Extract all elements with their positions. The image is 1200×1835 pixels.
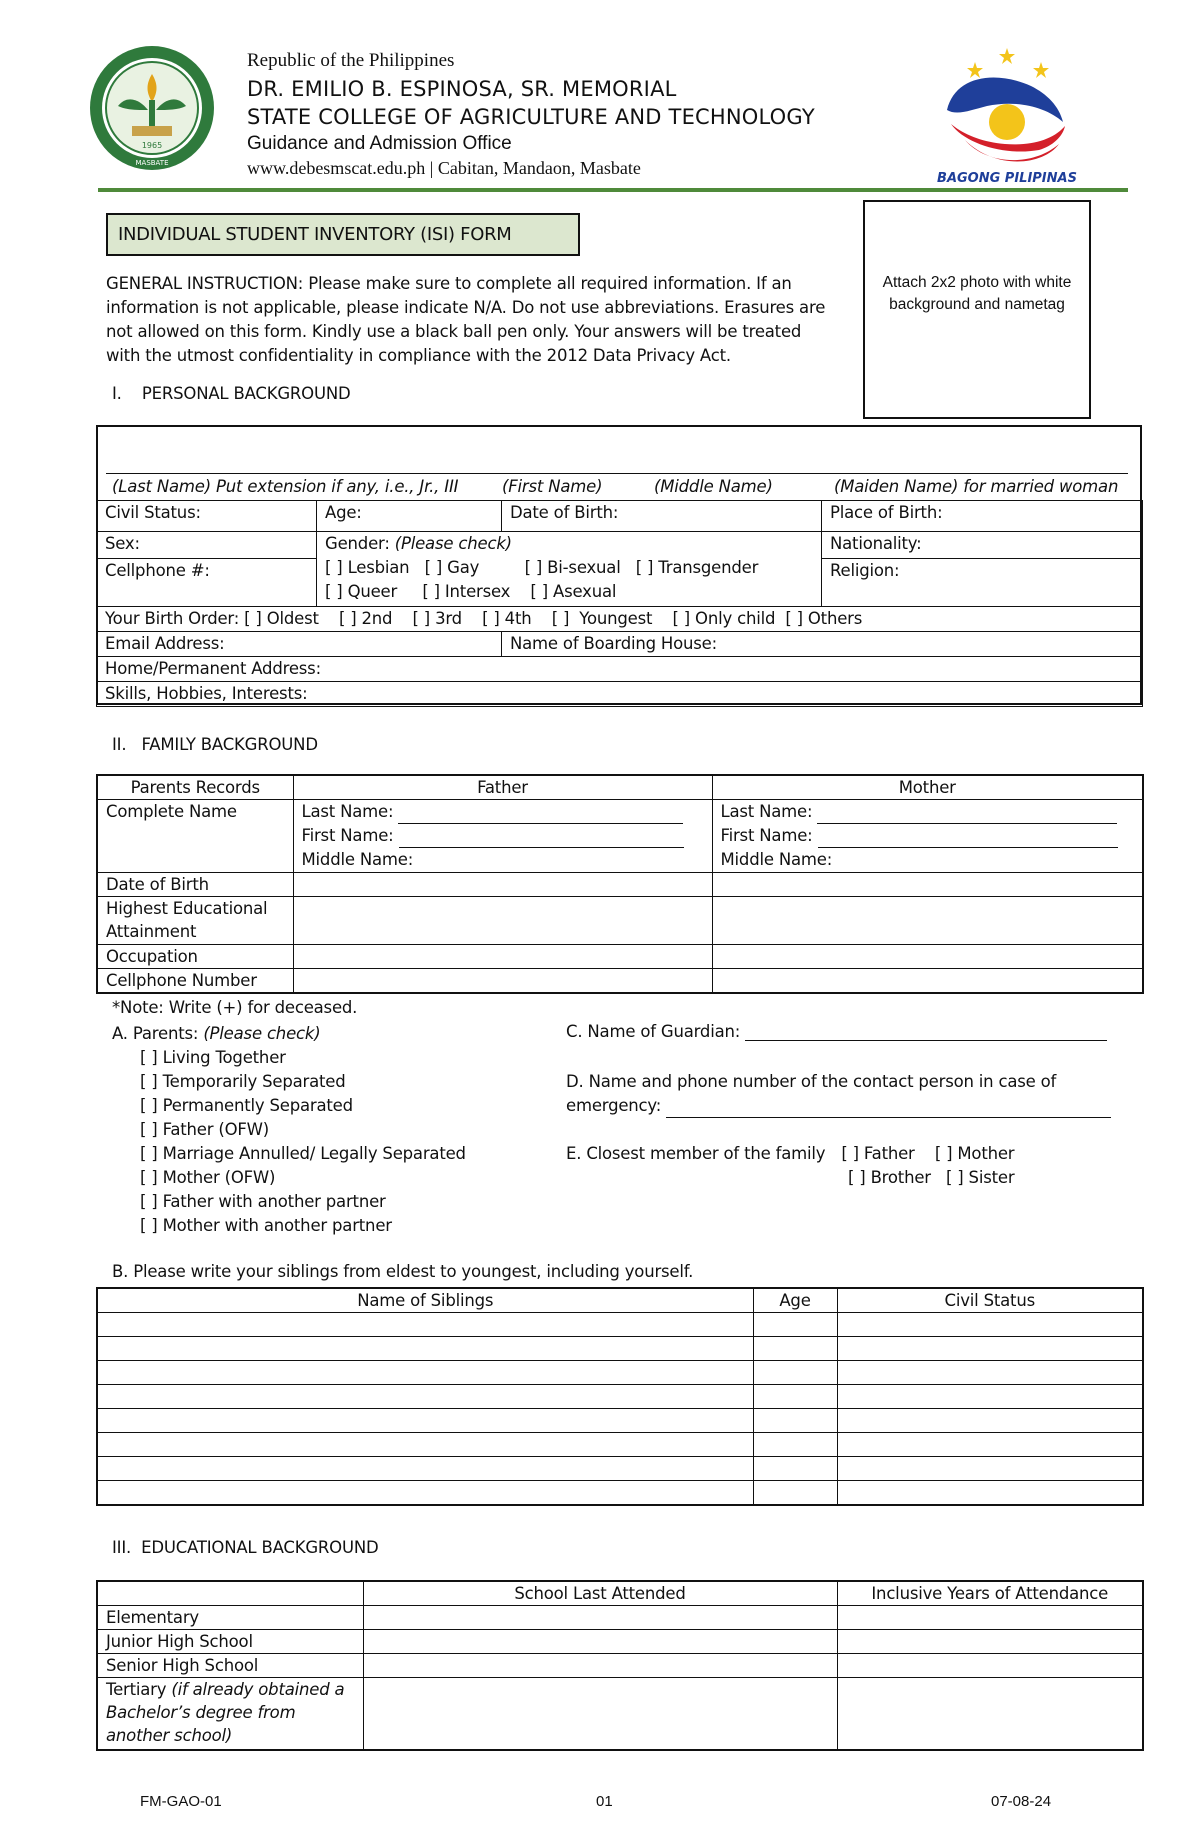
college-name-line2: STATE COLLEGE OF AGRICULTURE AND TECHNOLOGY — [247, 105, 815, 129]
email-field[interactable]: Email Address: — [97, 632, 502, 657]
label-maiden-name: (Maiden Name) for married woman — [834, 477, 1119, 496]
gender-label: Gender: — [325, 534, 390, 553]
tertiary-note-line2: Bachelor’s degree from — [106, 1703, 296, 1722]
parents-note: (Please check) — [203, 1024, 321, 1043]
sibling-name-cell[interactable] — [97, 1433, 753, 1457]
civil-status-field[interactable]: Civil Status: — [97, 501, 317, 532]
tertiary-note-line3: another school) — [106, 1726, 233, 1745]
mother-middle-name-label: Middle Name: — [720, 850, 833, 869]
parents-label: A. Parents: — [112, 1024, 199, 1043]
father-name-fields[interactable] — [293, 800, 712, 873]
tertiary-note-line1: (if already obtained a — [171, 1680, 345, 1699]
age-field[interactable]: Age: — [317, 501, 502, 532]
section1-heading: I. PERSONAL BACKGROUND — [112, 384, 351, 403]
deceased-note: *Note: Write (+) for deceased. — [112, 998, 358, 1017]
instruction-line: GENERAL INSTRUCTION: Please make sure to complete all required information. If an — [106, 274, 792, 293]
sibling-name-cell[interactable] — [97, 1457, 753, 1481]
sibling-name-cell[interactable] — [97, 1481, 753, 1505]
section2-heading: II. FAMILY BACKGROUND — [112, 735, 318, 754]
bagong-pilipinas-logo — [935, 40, 1080, 185]
educational-background-table — [96, 1580, 1144, 1751]
cellphone-label: Cellphone Number — [97, 969, 293, 994]
guardian-label: C. Name of Guardian: — [566, 1022, 741, 1041]
personal-grid — [96, 500, 1143, 707]
parents-option[interactable]: [ ] Marriage Annulled/ Legally Separated — [140, 1144, 466, 1163]
gender-field[interactable] — [317, 532, 822, 607]
shs-school-cell[interactable] — [363, 1654, 837, 1678]
section3-heading: III. EDUCATIONAL BACKGROUND — [112, 1538, 379, 1557]
tertiary-label-text: Tertiary — [106, 1680, 167, 1699]
mother-education-cell[interactable] — [712, 897, 1143, 945]
sibling-age-cell[interactable] — [753, 1409, 837, 1433]
tertiary-years-cell[interactable] — [837, 1678, 1143, 1750]
mother-cellphone-cell[interactable] — [712, 969, 1143, 994]
form-title-box — [106, 213, 580, 256]
mother-last-name-label: Last Name: — [720, 802, 813, 821]
closest-options-row1[interactable]: [ ] Father [ ] Mother — [841, 1144, 1015, 1163]
skills-field[interactable]: Skills, Hobbies, Interests: — [97, 682, 1143, 707]
mother-name-fields[interactable] — [712, 800, 1143, 873]
father-last-name-line[interactable] — [398, 807, 683, 824]
sibling-age-cell[interactable] — [753, 1481, 837, 1505]
sibling-civil-cell[interactable] — [837, 1433, 1143, 1457]
emergency-contact-field[interactable] — [566, 1070, 1111, 1118]
home-address-field[interactable]: Home/Permanent Address: — [97, 657, 1143, 682]
parents-option[interactable]: [ ] Living Together — [140, 1048, 286, 1067]
siblings-table — [96, 1287, 1144, 1506]
father-occupation-cell[interactable] — [293, 945, 712, 969]
parents-option[interactable]: [ ] Mother with another partner — [140, 1216, 392, 1235]
cellphone-field[interactable]: Cellphone #: — [97, 559, 317, 607]
college-seal — [88, 44, 216, 172]
col-parents-records: Parents Records — [97, 775, 293, 800]
name-write-line — [106, 473, 1128, 474]
father-education-cell[interactable] — [293, 897, 712, 945]
form-title: INDIVIDUAL STUDENT INVENTORY (ISI) FORM — [118, 224, 512, 245]
seal-place: MASBATE — [135, 159, 169, 167]
sibling-age-cell[interactable] — [753, 1313, 837, 1337]
col-sibling-age: Age — [753, 1288, 837, 1313]
col-sibling-name: Name of Siblings — [97, 1288, 753, 1313]
parents-option[interactable]: [ ] Father with another partner — [140, 1192, 386, 1211]
pob-field[interactable]: Place of Birth: — [822, 501, 1143, 532]
col-inclusive-years: Inclusive Years of Attendance — [837, 1581, 1143, 1606]
father-cellphone-cell[interactable] — [293, 969, 712, 994]
father-middle-name-label: Middle Name: — [301, 850, 414, 869]
education-label-line2: Attainment — [106, 922, 197, 941]
col-school-last-attended: School Last Attended — [363, 1581, 837, 1606]
photo-box-text: Attach 2x2 photo with white background and nametag — [882, 274, 1072, 313]
education-label — [97, 897, 293, 945]
header-rule — [98, 188, 1128, 192]
mother-dob-cell[interactable] — [712, 873, 1143, 897]
instruction-line: with the utmost confidentiality in compliance with the 2012 Data Privacy Act. — [106, 346, 731, 365]
closest-member-field — [566, 1142, 1014, 1190]
jhs-school-cell[interactable] — [363, 1630, 837, 1654]
parents-option[interactable]: [ ] Temporarily Separated — [140, 1072, 346, 1091]
bagong-pilipinas-text: BAGONG PILIPINAS — [937, 171, 1077, 185]
shs-label: Senior High School — [97, 1654, 363, 1678]
sibling-name-cell[interactable] — [97, 1313, 753, 1337]
father-first-name-line[interactable] — [399, 831, 684, 848]
sibling-civil-cell[interactable] — [837, 1385, 1143, 1409]
col-level — [97, 1581, 363, 1606]
sex-field[interactable]: Sex: — [97, 532, 317, 559]
gender-options-row1: [ ] Lesbian [ ] Gay [ ] Bi-sexual [ ] Transgender — [325, 558, 759, 577]
sibling-name-cell[interactable] — [97, 1337, 753, 1361]
emergency-label-line2: emergency: — [566, 1096, 662, 1115]
closest-options-row2[interactable]: [ ] Brother [ ] Sister — [848, 1168, 1015, 1187]
gender-options-row2: [ ] Queer [ ] Intersex [ ] Asexual — [325, 582, 617, 601]
emergency-line[interactable] — [666, 1101, 1111, 1118]
guardian-line[interactable] — [745, 1024, 1107, 1041]
tertiary-school-cell[interactable] — [363, 1678, 837, 1750]
sibling-age-cell[interactable] — [753, 1433, 837, 1457]
religion-field[interactable]: Religion: — [822, 559, 1143, 607]
parents-records-table — [96, 774, 1144, 994]
jhs-years-cell[interactable] — [837, 1630, 1143, 1654]
instruction-line: information is not applicable, please indicate N/A. Do not use abbreviations. Erasures are — [106, 298, 826, 317]
sibling-civil-cell[interactable] — [837, 1409, 1143, 1433]
sibling-age-cell[interactable] — [753, 1457, 837, 1481]
sibling-civil-cell[interactable] — [837, 1361, 1143, 1385]
jhs-label: Junior High School — [97, 1630, 363, 1654]
parents-option[interactable]: [ ] Father (OFW) — [140, 1120, 270, 1139]
college-address: www.debesmscat.edu.ph | Cabitan, Mandaon, Masbate — [247, 158, 641, 178]
sibling-age-cell[interactable] — [753, 1361, 837, 1385]
tertiary-label — [97, 1678, 363, 1750]
guardian-field[interactable] — [566, 1022, 1107, 1041]
mother-first-name-line[interactable] — [818, 831, 1118, 848]
occupation-label: Occupation — [97, 945, 293, 969]
elementary-years-cell[interactable] — [837, 1606, 1143, 1630]
dob-label: Date of Birth — [97, 873, 293, 897]
father-first-name-label: First Name: — [301, 826, 394, 845]
dob-field[interactable]: Date of Birth: — [502, 501, 822, 532]
sibling-name-cell[interactable] — [97, 1385, 753, 1409]
label-middle-name: (Middle Name) — [654, 477, 773, 496]
label-first-name: (First Name) — [502, 477, 603, 496]
footer-revision: 01 — [596, 1793, 613, 1810]
birth-order-field[interactable]: Your Birth Order: [ ] Oldest [ ] 2nd [ ] 3rd [ ] 4th [ ] Youngest [ ] Only child [ ] Others — [97, 607, 1143, 632]
siblings-heading: B. Please write your siblings from eldest to youngest, including yourself. — [112, 1262, 694, 1281]
shs-years-cell[interactable] — [837, 1654, 1143, 1678]
col-mother: Mother — [712, 775, 1143, 800]
col-sibling-civil-status: Civil Status — [837, 1288, 1143, 1313]
office-name: Guidance and Admission Office — [247, 133, 512, 154]
seal-year: 1965 — [141, 141, 163, 150]
footer-date: 07-08-24 — [991, 1793, 1052, 1810]
father-last-name-label: Last Name: — [301, 802, 394, 821]
instruction-line: not allowed on this form. Kindly use a black ball pen only. Your answers will be treated — [106, 322, 802, 341]
sibling-age-cell[interactable] — [753, 1385, 837, 1409]
sibling-civil-cell[interactable] — [837, 1313, 1143, 1337]
college-name-line1: DR. EMILIO B. ESPINOSA, SR. MEMORIAL — [247, 77, 677, 101]
parents-status-block — [112, 1022, 466, 1238]
mother-last-name-line[interactable] — [817, 807, 1117, 824]
boarding-house-field[interactable]: Name of Boarding House: — [502, 632, 1143, 657]
education-label-line1: Highest Educational — [106, 899, 268, 918]
sibling-name-cell[interactable] — [97, 1361, 753, 1385]
emergency-label-line1: D. Name and phone number of the contact person in case of — [566, 1072, 1057, 1091]
sibling-civil-cell[interactable] — [837, 1481, 1143, 1505]
sibling-name-cell[interactable] — [97, 1409, 753, 1433]
closest-label: E. Closest member of the family — [566, 1144, 826, 1163]
personal-background-table — [96, 425, 1142, 705]
parents-option[interactable]: [ ] Permanently Separated — [140, 1096, 353, 1115]
sibling-civil-cell[interactable] — [837, 1337, 1143, 1361]
republic-line: Republic of the Philippines — [247, 50, 455, 71]
sibling-civil-cell[interactable] — [837, 1457, 1143, 1481]
father-dob-cell[interactable] — [293, 873, 712, 897]
col-father: Father — [293, 775, 712, 800]
mother-first-name-label: First Name: — [720, 826, 813, 845]
parents-option[interactable]: [ ] Mother (OFW) — [140, 1168, 276, 1187]
elementary-school-cell[interactable] — [363, 1606, 837, 1630]
complete-name-label: Complete Name — [97, 800, 293, 873]
label-last-name: (Last Name) Put extension if any, i.e., Jr., III — [112, 477, 459, 496]
photo-box — [863, 200, 1091, 419]
mother-occupation-cell[interactable] — [712, 945, 1143, 969]
elementary-label: Elementary — [97, 1606, 363, 1630]
sibling-age-cell[interactable] — [753, 1337, 837, 1361]
general-instruction — [106, 272, 846, 368]
footer-form-code: FM-GAO-01 — [140, 1793, 222, 1810]
nationality-field[interactable]: Nationality: — [822, 532, 1143, 559]
gender-note: (Please check) — [394, 534, 512, 553]
